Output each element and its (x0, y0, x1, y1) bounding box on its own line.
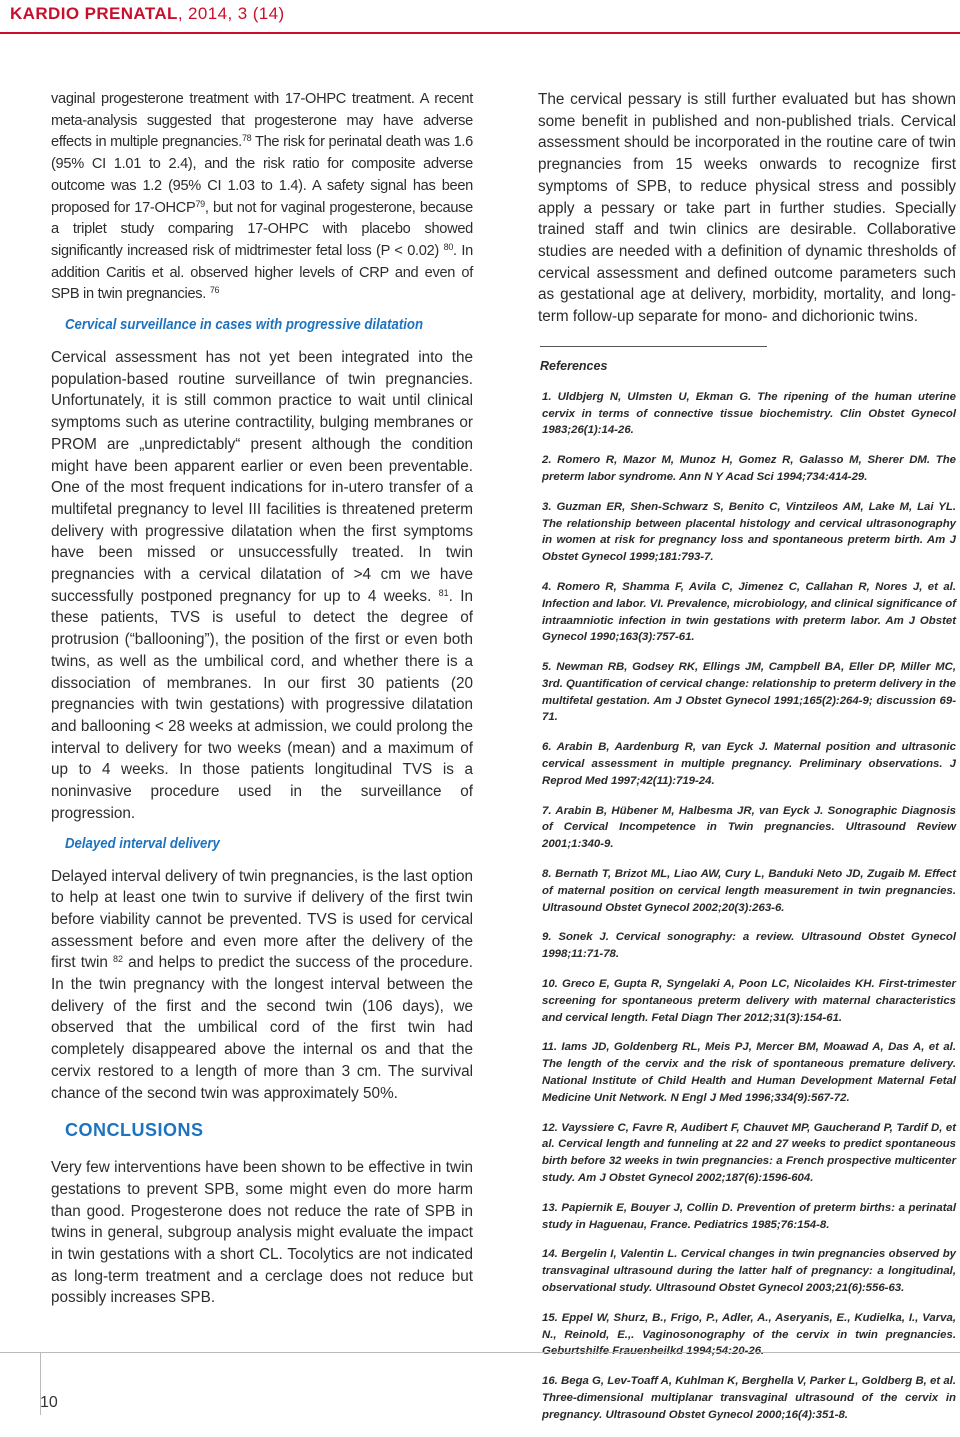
journal-title (10, 4, 285, 24)
reference-list (538, 389, 956, 1424)
reference-item: 2. Romero R, Mazor M, Munoz H, Gomez R, Galasso M, Sherer DM. The preterm labor syndrome. Ann N Y Acad Sci 1994;734:414-29. (542, 454, 956, 483)
paragraph-progesterone (51, 89, 473, 306)
reference-item: 1. Uldbjerg N, Ulmsten U, Ekman G. The ripening of the human uterine cervix in terms of connective tissue biochemistry. Clin Obstet Gynecol 1983;26(1):14-26. (542, 390, 956, 437)
heading-delayed-interval-delivery: Delayed interval delivery (65, 834, 220, 852)
heading-cervical-surveillance: Cervical surveillance in cases with progressive dilatation (65, 316, 424, 334)
left-column (51, 89, 473, 1309)
text-segment: Cervical assessment has not yet been integrated into the population-based routine surveillance of twin pregnancies. Unfortunately, it is still common practice to wait until clinical symptoms such as uterine contractility, bulging membranes or PROM are „unpredictably“ present although the condition might have been apparent earlier or even been preventable. One of the most frequent indications for in-utero transfer of a multifetal pregnancy to level III facilities is threatened preterm delivery with progressive dilatation when the first symptoms have been missed or unsuccessfully treated. In twin pregnancies with a cervical dilatation of >4 cm we have successfully postponed pregnancy for up to 4 weeks. (51, 349, 473, 605)
citation-ref: 78 (241, 133, 252, 144)
paragraph-conclusions: Very few interventions have been shown to be effective in twin gestations to prevent SPB, some might even do more harm than good. Progesterone does not reduce the rate of SPB in twins in general, subgroup analysis might evaluate the impact in twin gestations with a short CL. Tocolytics are not indicated as long-term treatment and a cerclage does not reduce but possibly increases SPB. (51, 1159, 473, 1307)
text-segment: Delayed interval delivery of twin pregnancies, is the last option to help at least one twin to survive if delivery of the first twin before viability cannot be prevented. TVS is used for cervical assessment before and even more after the delivery of the first twin (51, 867, 473, 972)
citation-ref: 81 (438, 587, 449, 598)
text-segment: and helps to predict the success of the procedure. In the twin pregnancy with the longest interval between the delivery of the first and the second twin (106 days), we observed that the umbilical cord of the first twin had completely disappeared above the internal os and that the cervix restored to a length of more than 3 cm. The survival chance of the second twin was approximately 50%. (51, 954, 474, 1102)
reference-item: 14. Bergelin I, Valentin L. Cervical changes in twin pregnancies observed by transvaginal ultrasound during the latter half of pregnancy: a longitudinal, observational study. Ultrasound Obstet Gynecol 2003;21(6):556-63. (542, 1248, 956, 1294)
citation-ref: 79 (195, 198, 205, 209)
reference-item: 10. Greco E, Gupta R, Syngelaki A, Poon LC, Nicolaides KH. First-trimester screening for spontaneous preterm delivery with maternal characteristics and cervical length. Fetal Diagn Ther 2012;31(3):154-61. (542, 978, 956, 1024)
footer-divider (0, 1352, 960, 1353)
text-segment: . In addition Caritis et al. observed higher levels of CRP and even of SPB in twin pregnancies. (51, 242, 473, 303)
reference-item: 4. Romero R, Shamma F, Avila C, Jimenez C, Callahan R, Nores J, et al. Infection and labor. VI. Prevalence, microbiology, and clinical significance of intraamniotic infection in twin gestations with preterm labor. Am J Obstet Gynecol 1990;163(3):757-61. (542, 580, 956, 644)
text-segment: . In these patients, TVS is useful to detect the degree of protrusion (“ballooning”), the position of the first or even both twins, as well as the umbilical cord, and whether there is a dissociation of membranes. In our first 30 patients (20 pregnancies with twin gestations) with progressive dilatation and ballooning < 28 weeks at admission, we could prolong the interval to delivery for two weeks (mean) and a maximum of up to 4 weeks. In those patients longitudinal TVS is a noninvasive procedure used in the surveillance of progression. (51, 587, 473, 822)
references-divider (540, 346, 767, 347)
references-title: References (540, 358, 608, 373)
paragraph-delayed-interval-delivery (51, 866, 473, 1105)
reference-item: 9. Sonek J. Cervical sonography: a review. Ultrasound Obstet Gynecol 1998;11:71-78. (542, 931, 956, 961)
text-segment: The risk for perinatal death was 1.6 (95% CI 1.01 to 2.4), and the risk ratio for composite adverse outcome was 1.2 (95% CI 1.03 to 1.4). A safety signal has been proposed for 17-OHCP (51, 134, 473, 216)
reference-item: 7. Arabin B, Hübener M, Halbesma JR, van Eyck J. Sonographic Diagnosis of Cervical Incompetence in Twin pregnancies. Ultrasound Review 2001;1:340-9. (542, 804, 956, 851)
reference-item: 6. Arabin B, Aardenburg R, van Eyck J. Maternal position and ultrasonic cervical assessment in multiple pregnancy. Preliminary observations. J Reprod Med 1997;42(11):719-24. (542, 741, 956, 787)
reference-item: 8. Bernath T, Brizot ML, Liao AW, Cury L, Banduki Neto JD, Zugaib M. Effect of maternal position on cervical length measurement in twin pregnancies. Ultrasound Obstet Gynecol 2002;20(3):263-6. (542, 868, 956, 914)
page-number: 10 (40, 1394, 58, 1411)
citation-ref: 80 (443, 241, 454, 252)
reference-item: 5. Newman RB, Godsey RK, Ellings JM, Campbell BA, Eller DP, Miller MC, 3rd. Quantification of cervical change: relationship to preterm delivery in the multifetal gestation. Am J Obstet Gynecol 1991;165(2):264-9; discussion 69-71. (542, 661, 956, 724)
reference-item: 11. Iams JD, Goldenberg RL, Meis PJ, Mercer BM, Moawad A, Das A, et al. The length of the cervix and the risk of spontaneous premature delivery. National Institute of Child Health and Human Development Maternal Fetal Medicine Unit Network. N Engl J Med 1996;334(9):567-72. (542, 1041, 956, 1104)
journal-header (0, 0, 960, 34)
reference-item: 15. Eppel W, Shurz, B., Frigo, P., Adler, A., Aseryanis, E., Kudielka, I., Varva, N., Reinold, E.,. Vaginosonography of the cervix in twin pregnancies. (542, 1311, 956, 1341)
citation-ref: 76 (209, 285, 220, 296)
paragraph-cervical-surveillance (51, 347, 473, 824)
reference-item: 16. Bega G, Lev-Toaff A, Kuhlman K, Berghella V, Parker L, Goldberg B, et al. Three-dimensional multiplanar transvaginal ultrasound of the cervix in pregnancy. Ultrasound Obstet Gynecol 2000;16(4):351-8. (542, 1375, 956, 1421)
text-segment: , but not for vaginal progesterone, because a triplet study comparing 17-OHPC with placebo showed significantly increased risk of midtrimester fetal loss (P < 0.02) (51, 199, 473, 259)
journal-issue: , 2014, 3 (14) (177, 4, 285, 23)
paragraph-pessary: The cervical pessary is still further evaluated but has shown some benefit in published and non-published trials. Cervical assessment should be incorporated in the routine care of twin pregnancies from 15 weeks onwards to recognize first symptoms of SPB, to reduce physical stress and possibly apply a pessary or take part in further studies. Specially trained staff and twin clinics are desirable. Collaborative studies are needed with a definition of dynamic thresholds of cervical assessment and defined outcome parameters such as gestational age at delivery, morbidity, mortality, and long-term follow-up separate for mono- and dichorionic twins. (538, 91, 956, 326)
journal-name: KARDIO PRENATAL (10, 4, 178, 23)
reference-item: 13. Papiernik E, Bouyer J, Collin D. Prevention of preterm births: a perinatal study in Haguenau, France. Pediatrics 1985;76:154-8. (542, 1201, 956, 1231)
reference-item: 3. Guzman ER, Shen-Schwarz S, Benito C, Vintzileos AM, Lake M, Lai YL. The relationship between placental histology and cervical ultrasonography in women at risk for pregnancy loss and spontaneous preterm birth. Am J Obstet Gynecol 1999;181:793-7. (542, 500, 956, 564)
text-segment: vaginal progesterone treatment with 17-OHPC treatment. A recent meta-analysis suggested that progesterone may have adverse effects in multiple pregnancies. (51, 91, 473, 151)
reference-item: 12. Vayssiere C, Favre R, Audibert F, Chauvet MP, Gaucherand P, Tardif D, et al. Cervical length and funneling at 22 and 27 weeks to predict spontaneous birth before 32 weeks in twin pregnancies: a French prospective multicenter study. Am J Obstet Gynecol 2002;187(6):1596-604. (542, 1121, 956, 1185)
citation-ref: 82 (113, 954, 124, 965)
heading-conclusions: CONCLUSIONS (65, 1120, 204, 1141)
right-column (538, 89, 956, 1437)
